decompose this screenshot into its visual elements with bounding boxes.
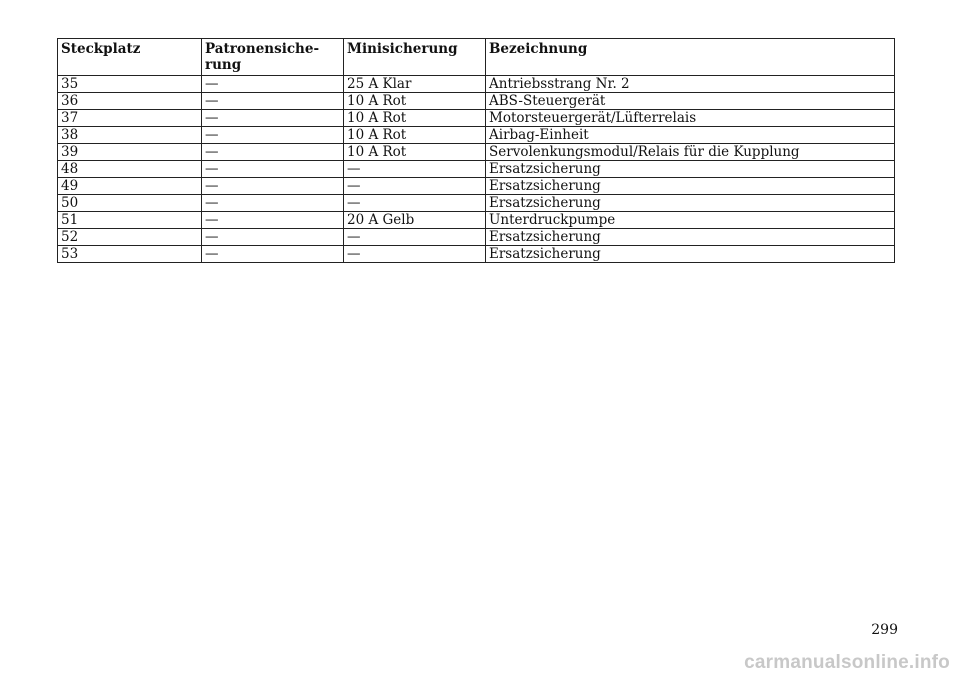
cell-mini-fuse: 10 A Rot <box>344 144 486 161</box>
cell-slot: 37 <box>58 110 202 127</box>
header-patronensicherung: Patronensiche-rung <box>202 39 344 76</box>
page-number: 299 <box>871 622 898 638</box>
table-header-row <box>58 39 895 76</box>
cell-mini-fuse: 10 A Rot <box>344 110 486 127</box>
cell-mini-fuse: 25 A Klar <box>344 76 486 93</box>
table-row <box>58 76 895 93</box>
cell-cartridge: — <box>202 76 344 93</box>
cell-mini-fuse: 10 A Rot <box>344 127 486 144</box>
cell-cartridge: — <box>202 178 344 195</box>
cell-description: ABS-Steuergerät <box>486 93 895 110</box>
cell-slot: 50 <box>58 195 202 212</box>
cell-slot: 52 <box>58 229 202 246</box>
table-row <box>58 246 895 263</box>
cell-cartridge: — <box>202 127 344 144</box>
cell-cartridge: — <box>202 161 344 178</box>
cell-slot: 53 <box>58 246 202 263</box>
cell-cartridge: — <box>202 229 344 246</box>
cell-slot: 51 <box>58 212 202 229</box>
table-row <box>58 161 895 178</box>
cell-cartridge: — <box>202 246 344 263</box>
cell-slot: 36 <box>58 93 202 110</box>
cell-description: Antriebsstrang Nr. 2 <box>486 76 895 93</box>
table-row <box>58 178 895 195</box>
watermark: carmanualsonline.info <box>744 652 950 673</box>
fuse-table <box>57 38 895 263</box>
cell-slot: 49 <box>58 178 202 195</box>
cell-description: Servolenkungsmodul/Relais für die Kupplung <box>486 144 895 161</box>
cell-cartridge: — <box>202 195 344 212</box>
cell-slot: 35 <box>58 76 202 93</box>
cell-description: Ersatzsicherung <box>486 229 895 246</box>
cell-mini-fuse: 20 A Gelb <box>344 212 486 229</box>
cell-mini-fuse: — <box>344 178 486 195</box>
cell-cartridge: — <box>202 110 344 127</box>
table-row <box>58 212 895 229</box>
cell-description: Ersatzsicherung <box>486 161 895 178</box>
cell-description: Ersatzsicherung <box>486 195 895 212</box>
cell-cartridge: — <box>202 144 344 161</box>
cell-cartridge: — <box>202 93 344 110</box>
table-row <box>58 110 895 127</box>
table-row <box>58 127 895 144</box>
cell-slot: 48 <box>58 161 202 178</box>
table-row <box>58 229 895 246</box>
table-row <box>58 144 895 161</box>
cell-mini-fuse: — <box>344 246 486 263</box>
header-bezeichnung: Bezeichnung <box>486 39 895 76</box>
cell-cartridge: — <box>202 212 344 229</box>
cell-mini-fuse: — <box>344 195 486 212</box>
cell-mini-fuse: 10 A Rot <box>344 93 486 110</box>
cell-description: Unterdruckpumpe <box>486 212 895 229</box>
header-steckplatz: Steckplatz <box>58 39 202 76</box>
table-row <box>58 195 895 212</box>
cell-slot: 39 <box>58 144 202 161</box>
cell-mini-fuse: — <box>344 161 486 178</box>
cell-description: Airbag-Einheit <box>486 127 895 144</box>
header-minisicherung: Minisicherung <box>344 39 486 76</box>
cell-slot: 38 <box>58 127 202 144</box>
cell-description: Motorsteuergerät/Lüfterrelais <box>486 110 895 127</box>
cell-description: Ersatzsicherung <box>486 178 895 195</box>
table-row <box>58 93 895 110</box>
cell-mini-fuse: — <box>344 229 486 246</box>
cell-description: Ersatzsicherung <box>486 246 895 263</box>
